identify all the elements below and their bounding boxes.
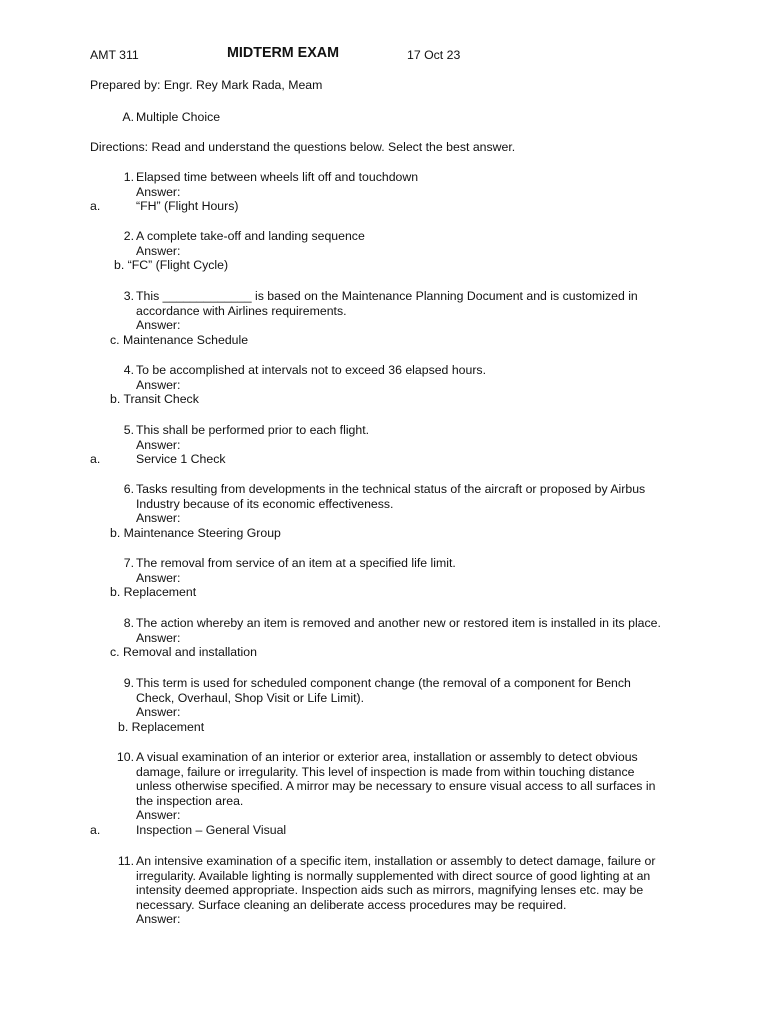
question-text: accordance with Airlines requirements. [136,303,347,318]
answer-label: Answer: [136,511,181,526]
section-title: Multiple Choice [136,110,221,124]
answer-choice-text: c. Maintenance Schedule [110,332,249,347]
question-text: Check, Overhaul, Shop Visit or Life Limit). [136,690,365,705]
question-text: Tasks resulting from developments in the technical status of the aircraft or proposed by Airbus [136,482,646,496]
question-text: A complete take-off and landing sequence [136,229,365,243]
question-number: 2. [123,229,134,243]
question-number: 11. [117,854,134,868]
question-text: intensity deemed appropriate. Inspection aids such as mirrors, magnifying lenses etc. may be [136,883,644,898]
directions: Directions: Read and understand the questions below. Select the best answer. [90,140,516,154]
question-item [112,289,682,333]
answer-label: Answer: [136,184,181,199]
question-text: A visual examination of an interior or exterior area, installation or assembly to detect obvious [136,750,638,764]
question-number: 5. [123,423,134,437]
question-item [112,616,682,645]
question-number: 1. [123,170,134,184]
question-text: Industry because of its economic effectiveness. [136,496,394,511]
answer-choice-text: b. Replacement [118,719,205,734]
answer-label: Answer: [136,912,181,927]
question-item [112,423,682,452]
question-text: irregularity. Available lighting is normally supplemented with direct source of good lighting at an [136,868,651,883]
question-number: 3. [123,289,134,303]
answer-choice-text: b. “FC” (Flight Cycle) [114,258,229,273]
answer-choice-text: Inspection – General Visual [136,823,287,837]
answer-choice-letter: a. [90,199,101,214]
question-number: 6. [123,482,134,496]
section-letter: A. [122,110,134,124]
question-item [112,363,682,392]
question-text: the inspection area. [136,793,244,808]
question-text: To be accomplished at intervals not to exceed 36 elapsed hours. [136,363,486,377]
prepared-by: Prepared by: Engr. Rey Mark Rada, Meam [90,78,323,92]
question-item [112,676,682,720]
exam-title: MIDTERM EXAM [227,45,339,61]
question-number: 4. [123,363,134,377]
answer-choice-text: b. Transit Check [110,392,199,407]
exam-date: 17 Oct 23 [407,48,461,62]
question-text: This _____________ is based on the Maintenance Planning Document and is customized in [136,289,638,303]
question-item [112,229,682,258]
question-number: 8. [123,616,134,630]
answer-label: Answer: [136,243,181,258]
question-text: The removal from service of an item at a specified life limit. [136,556,456,570]
answer-label: Answer: [136,437,181,452]
answer-choice-text: c. Removal and installation [110,645,257,660]
answer-label: Answer: [136,630,181,645]
answer-label: Answer: [136,808,181,823]
answer-label: Answer: [136,318,181,333]
answer-choice-text: “FH” (Flight Hours) [136,199,239,214]
question-text: necessary. Surface cleaning an deliberate access procedures may be required. [136,897,567,912]
question-number: 9. [123,676,134,690]
answer-choice-letter: a. [90,823,101,837]
question-text: Elapsed time between wheels lift off and touchdown [136,170,419,184]
question-text: damage, failure or irregularity. This level of inspection is made from within touching distance [136,764,635,779]
answer-label: Answer: [136,570,181,585]
question-number: 10. [116,750,134,764]
question-item [112,854,682,927]
question-item [112,556,682,585]
answer-choice-text: b. Replacement [110,585,197,600]
question-text: This shall be performed prior to each flight. [136,423,370,437]
answer-choice-text: Service 1 Check [136,452,226,467]
answer-choice-letter: a. [90,452,101,467]
question-item [112,482,682,526]
question-text: An intensive examination of a specific item, installation or assembly to detect damage, failure or [136,854,656,868]
question-item [112,750,682,823]
answer-label: Answer: [136,705,181,720]
question-item [112,170,682,199]
answer-choice-text: b. Maintenance Steering Group [110,525,281,540]
course-code: AMT 311 [90,48,139,62]
question-text: This term is used for scheduled component change (the removal of a component for Bench [136,676,631,690]
answer-label: Answer: [136,377,181,392]
question-number: 7. [123,556,134,570]
question-text: unless otherwise specified. A mirror may be necessary to ensure visual access to all surfaces in [136,779,656,794]
question-text: The action whereby an item is removed and another new or restored item is installed in its place. [136,616,661,630]
